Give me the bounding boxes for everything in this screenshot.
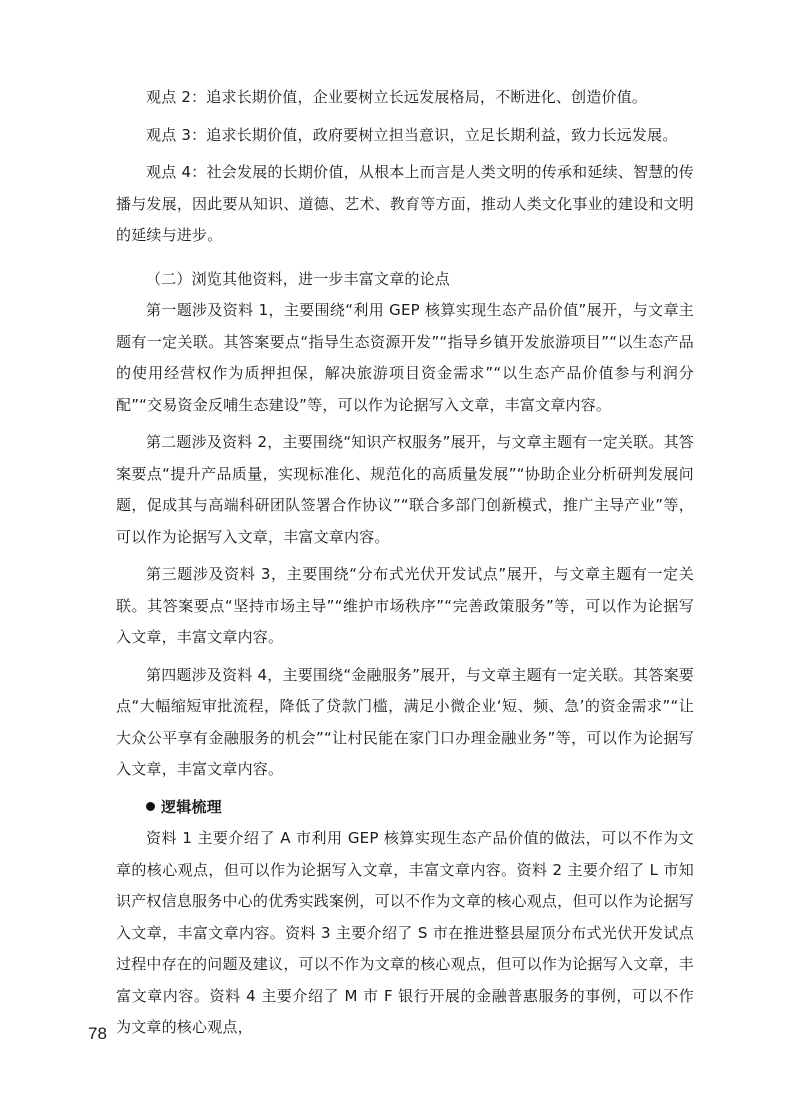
opinion-3: 观点 3：追求长期价值，政府要树立担当意识，立足长期利益，致力长远发展。 [146, 125, 678, 144]
logic-section [116, 792, 694, 1044]
opinion-2: 观点 2：追求长期价值，企业要树立长远发展格局，不断进化、创造价值。 [146, 88, 648, 106]
page-number: 78 [88, 1024, 107, 1043]
logic-heading-line [116, 792, 694, 824]
logic-paragraph: 资料 1 主要介绍了 A 市利用 GEP 核算实现生态产品价值的做法，可以不作为文章的核心观点，但可以作为论据写入文章，丰富文章内容。资料 2 主要介绍了 L 市知识产权信息服务中心的优秀实践案例，可以不作为文章的核心观点，但可以作为论据写入文章，丰富文章内容。资料 3 主要介绍了 S 市在推进整县屋顶分布式光伏开发试点过程中存在的问题及建议，可以不作为文章的核心观点，但可以作为论据写入文章，丰富文章内容。资料 4 主要介绍了 M 市 F 银行开展的金融普惠服务的事例，可以不作为文章的核心观点， [116, 829, 694, 1036]
section-heading: （二）浏览其他资料，进一步丰富文章的论点 [146, 269, 451, 288]
opinion-4: 观点 4：社会发展的长期价值，从根本上而言是人类文明的传承和延续、智慧的传播与发展，因此要从知识、道德、艺术、教育等方面，推动人类文化事业的建设和文明的延续与进步。 [116, 163, 694, 244]
page-content [116, 82, 694, 1044]
question-2-paragraph: 第二题涉及资料 2，主要围绕“知识产权服务”展开，与文章主题有一定关联。其答案要点“提升产品质量，实现标准化、规范化的高质量发展”“协助企业分析研判发展问题，促成其与高端科研团队签署合作协议”“联合多部门创新模式，推广主导产业”等，可以作为论据写入文章，丰富文章内容。 [116, 433, 694, 546]
question-3-paragraph: 第三题涉及资料 3，主要围绕“分布式光伏开发试点”展开，与文章主题有一定关联。其答案要点“坚持市场主导”“维护市场秩序”“完善政策服务”等，可以作为论据写入文章，丰富文章内容。 [116, 565, 694, 646]
logic-heading: 逻辑梳理 [161, 797, 222, 816]
bullet-dot-icon [146, 802, 155, 811]
question-1-paragraph: 第一题涉及资料 1，主要围绕“利用 GEP 核算实现生态产品价值”展开，与文章主题有一定关联。其答案要点“指导生态资源开发”“指导乡镇开发旅游项目”“以生态产品的使用经营权作为质押担保，解决旅游项目资金需求”“以生态产品价值参与利润分配”“交易资金反哺生态建设”等，可以作为论据写入文章，丰富文章内容。 [116, 301, 694, 414]
question-4-paragraph: 第四题涉及资料 4，主要围绕“金融服务”展开，与文章主题有一定关联。其答案要点“大幅缩短审批流程，降低了贷款门槛，满足小微企业‘短、频、急’的资金需求”“让大众公平享有金融服务的机会”“让村民能在家门口办理金融业务”等，可以作为论据写入文章，丰富文章内容。 [116, 665, 694, 778]
